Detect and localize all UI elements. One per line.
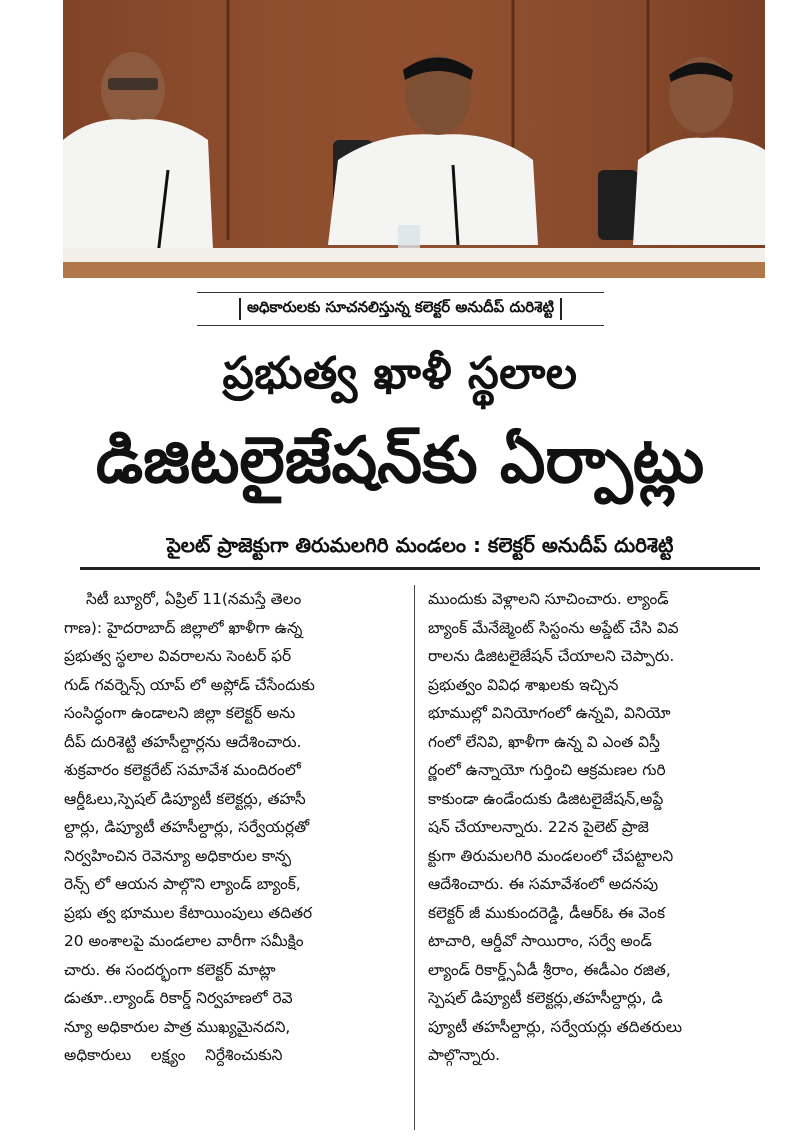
article-line: చారు. ఈ సందర్భంగా కలెక్టర్ మాట్లా xyxy=(64,960,276,979)
article-line: ర్ణంలో ఉన్నాయో గుర్తించి ఆక్రమణల గురి xyxy=(428,761,666,779)
article-line: గాణ): హైదరాబాద్ జిల్లాలో ఖాళీగా ఉన్న xyxy=(64,618,303,637)
article-column-right xyxy=(428,585,766,1070)
article-line: టాచారి, ఆర్డీవో సాయిరాం, సర్వే అండ్ xyxy=(428,932,652,950)
article-line: ల్యాండ్ రికార్డ్స్ఏడీ శ్రీరాం, ఈడీఎం రజిత, xyxy=(428,960,671,979)
article-line: దీప్ దురిశెట్టి తహసీల్దార్లను ఆదేశించారు. xyxy=(64,732,302,751)
article-line: బ్యాంక్ మేనేజ్మెంట్ సిస్టంను అప్డేట్ చేసి వివ xyxy=(428,618,679,637)
article-line: ప్రభు త్వ భూముల కేటాయింపులు తదితర xyxy=(64,903,313,922)
article-line: అధికారులు లక్ష్యం నిర్దేశించుకుని xyxy=(64,1046,283,1064)
article-line: న్యూ అధికారుల పాత్ర ముఖ్యమైనదని, xyxy=(64,1017,291,1036)
article-line: కలెక్టర్ జీ ముకుందరెడ్డి, డీఆర్ఓ ఈ వెంక xyxy=(428,903,665,922)
headline-line-1: ప్రభుత్వ ఖాళీ స్థలాల xyxy=(222,348,578,399)
article-line: ప్రభుత్వ స్థలాల వివరాలను సెంటర్ ఫర్ xyxy=(64,647,292,665)
article-line: గంలో లేనివి, ఖాళీగా ఉన్న వి ఎంత విస్తీ xyxy=(428,732,660,751)
photo-caption xyxy=(197,292,604,326)
article-line: 20 అంశాలపై మండలాల వారీగా సమీక్షిం xyxy=(64,932,304,950)
article-line: కాకుండా ఉండేందుకు డిజిటలైజేషన్,అప్డే xyxy=(428,789,664,808)
article-line: ముందుకు వెళ్లాలని సూచించారు. ల్యాండ్ xyxy=(428,590,669,608)
article-line: క్టుగా తిరుమలగిరి మండలంలో చేపట్టాలని xyxy=(428,846,674,865)
article-line: ఆదేశించారు. ఈ సమావేశంలో అదనపు xyxy=(428,875,659,893)
article-line: రెన్స్ లో ఆయన పాల్గొని ల్యాండ్ బ్యాంక్, xyxy=(64,875,301,893)
caption-right-bar xyxy=(560,298,562,320)
article-line: సంసిద్ధంగా ఉండాలని జిల్లా కలెక్టర్ అను xyxy=(64,704,296,722)
article-line: నిర్వహించిన రెవెన్యూ అధికారుల కాన్ఫ xyxy=(64,846,292,865)
article-line: స్పెషల్ డిప్యూటీ కలెక్టర్లు,తహసీల్దార్లు, డి xyxy=(428,989,663,1007)
article-line: షన్ చేయాలన్నారు. 22న పైలెట్ ప్రాజె xyxy=(428,818,649,836)
subheadline: పైలట్ ప్రాజెక్టుగా తిరుమలగిరి మండలం : కలెక్టర్ అనుదీప్ దురిశెట్టి xyxy=(166,533,674,557)
article-line: శుక్రవారం కలెక్టరేట్ సమావేశ మందిరంలో xyxy=(64,761,301,779)
article-column-left xyxy=(64,585,402,1070)
article-line: భూముల్లో వినియోగంలో ఉన్నవి, వినియో xyxy=(428,704,671,722)
article-line: డుతూ..ల్యాండ్ రికార్డ్ నిర్వహణలో రెవె xyxy=(64,989,293,1007)
article-line: పాల్గొన్నారు. xyxy=(428,1046,501,1064)
article-line: ఆర్డీఓలు,స్పెషల్ డిప్యూటీ కలెక్టర్లు, తహసీ xyxy=(64,789,306,808)
meeting-photo-illustration xyxy=(63,0,765,278)
article-line: గుడ్ గవర్నెన్స్ యాప్ లో అప్లోడ్ చేసేందుకు xyxy=(64,675,315,694)
article-line: సిటీ బ్యూరో, ఏప్రిల్ 11(నమస్తే తెలం xyxy=(86,590,302,608)
news-photo xyxy=(63,0,765,278)
article-line: ప్యూటీ తహసీల్దార్లు, సర్వేయర్లు తదితరులు xyxy=(428,1017,683,1036)
column-divider xyxy=(414,585,415,1130)
article-line: ల్దార్లు, డిప్యూటీ తహసీల్దార్లు, సర్వేయర్లతో xyxy=(64,818,310,836)
subheadline-underline xyxy=(80,567,760,570)
article-line: రాలను డిజిటలైజేషన్ చేయాలని చెప్పారు. xyxy=(428,647,675,665)
article-line: ప్రభుత్వం వివిధ శాఖలకు ఇచ్చిన xyxy=(428,675,619,694)
photo-caption-text: అధికారులకు సూచనలిస్తున్న కలెక్టర్ అనుదీప్ దురిశెట్టి xyxy=(246,298,555,316)
caption-left-bar xyxy=(239,298,241,320)
headline-line-2: డిజిటలైజేషన్‌కు ఏర్పాట్లు xyxy=(95,424,705,498)
